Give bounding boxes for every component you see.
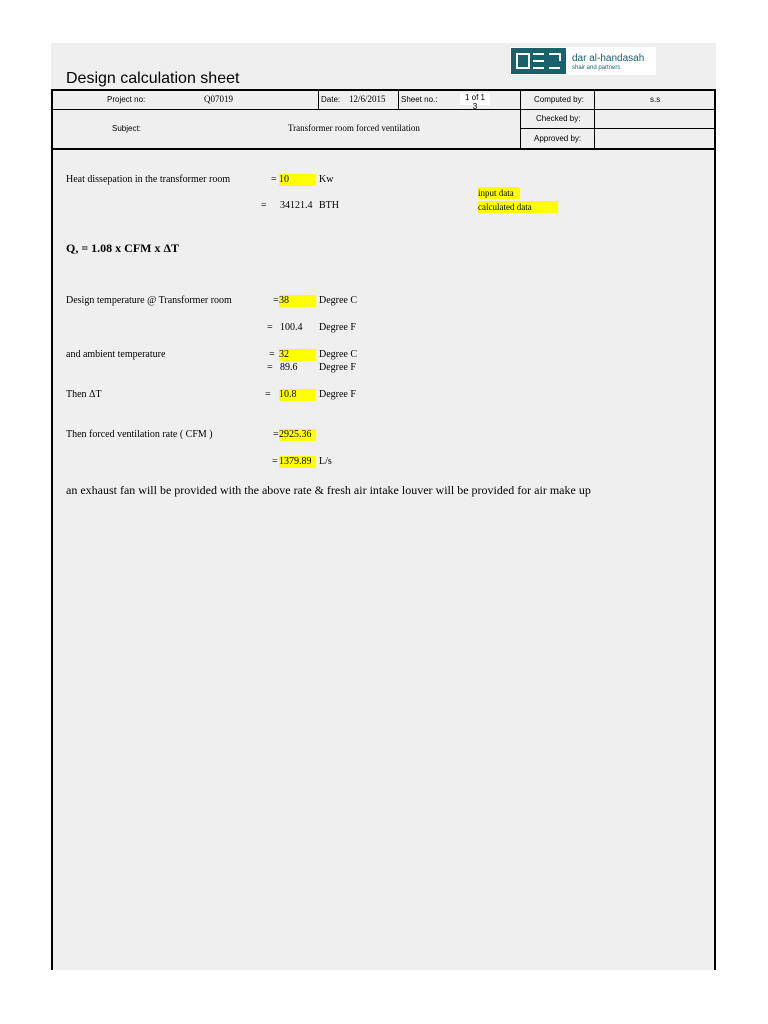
sheet-no-label: Sheet no.: [401,95,438,104]
bth-equals: = [261,200,267,211]
logo-mark-icon [511,48,566,74]
design-temp-unit: Degree C [319,295,358,306]
ambient-f-equals: = [267,362,273,373]
page-title: Design calculation sheet [66,70,240,87]
ambient-temp-unit: Degree C [319,349,358,360]
formula: Q, = 1.08 x CFM x ΔT [66,241,180,255]
heat-label: Heat dissepation in the transformer room [66,174,231,185]
cfm-equals: = [273,429,279,440]
ls-unit: L/s [319,456,332,467]
computed-by-label: Computed by: [534,95,584,104]
project-no-label: Project no: [107,95,146,104]
ambient-f-unit: Degree F [319,362,356,373]
ambient-temp-equals: = [269,349,275,360]
conclusion-text: an exhaust fan will be provided with the above rate & fresh air intake louver will be provided for air make up [66,483,591,497]
date-value: 12/6/2015 [349,94,386,104]
date-label: Date: [321,95,341,104]
legend-input-data: input data [478,187,520,199]
design-f-value: 100.4 [280,322,303,333]
approved-by-label: Approved by: [534,134,582,143]
ambient-f-value: 89.6 [280,362,298,373]
design-temp-label: Design temperature @ Transformer room [66,295,232,306]
design-f-unit: Degree F [319,322,356,333]
project-no-value: Q07019 [204,94,233,104]
subject-label: Subject: [112,124,141,133]
subject-value: Transformer room forced ventilation [288,123,420,133]
legend-calculated-data: calculated data [478,201,558,213]
sheet-no-value: 1 of 1 3 [460,93,490,105]
ls-equals: = [272,456,278,467]
delta-t-equals: = [265,389,271,400]
design-temp-value: 38 [279,295,316,307]
ls-value: 1379.89 [279,456,316,468]
delta-t-label: Then ΔT [66,389,102,400]
cfm-value: 2925.36 [279,429,316,441]
logo-name: dar al-handasah [572,53,645,64]
heat-unit: Kw [319,174,334,185]
cfm-label: Then forced ventilation rate ( CFM ) [66,429,213,440]
heat-value: 10 [279,174,316,186]
bth-value: 34121.4 [280,200,313,211]
design-temp-equals: = [273,295,279,306]
logo-subtitle: shair and partners [572,65,621,71]
ambient-temp-label: and ambient temperature [66,349,166,360]
bth-unit: BTH [319,200,339,211]
checked-by-label: Checked by: [536,114,581,123]
company-logo [510,47,656,75]
delta-t-unit: Degree F [319,389,356,400]
ambient-temp-value: 32 [279,349,316,361]
design-f-equals: = [267,322,273,333]
computed-by-value: s.s [650,95,661,104]
delta-t-value: 10.8 [279,389,316,401]
heat-equals: = [271,174,277,185]
